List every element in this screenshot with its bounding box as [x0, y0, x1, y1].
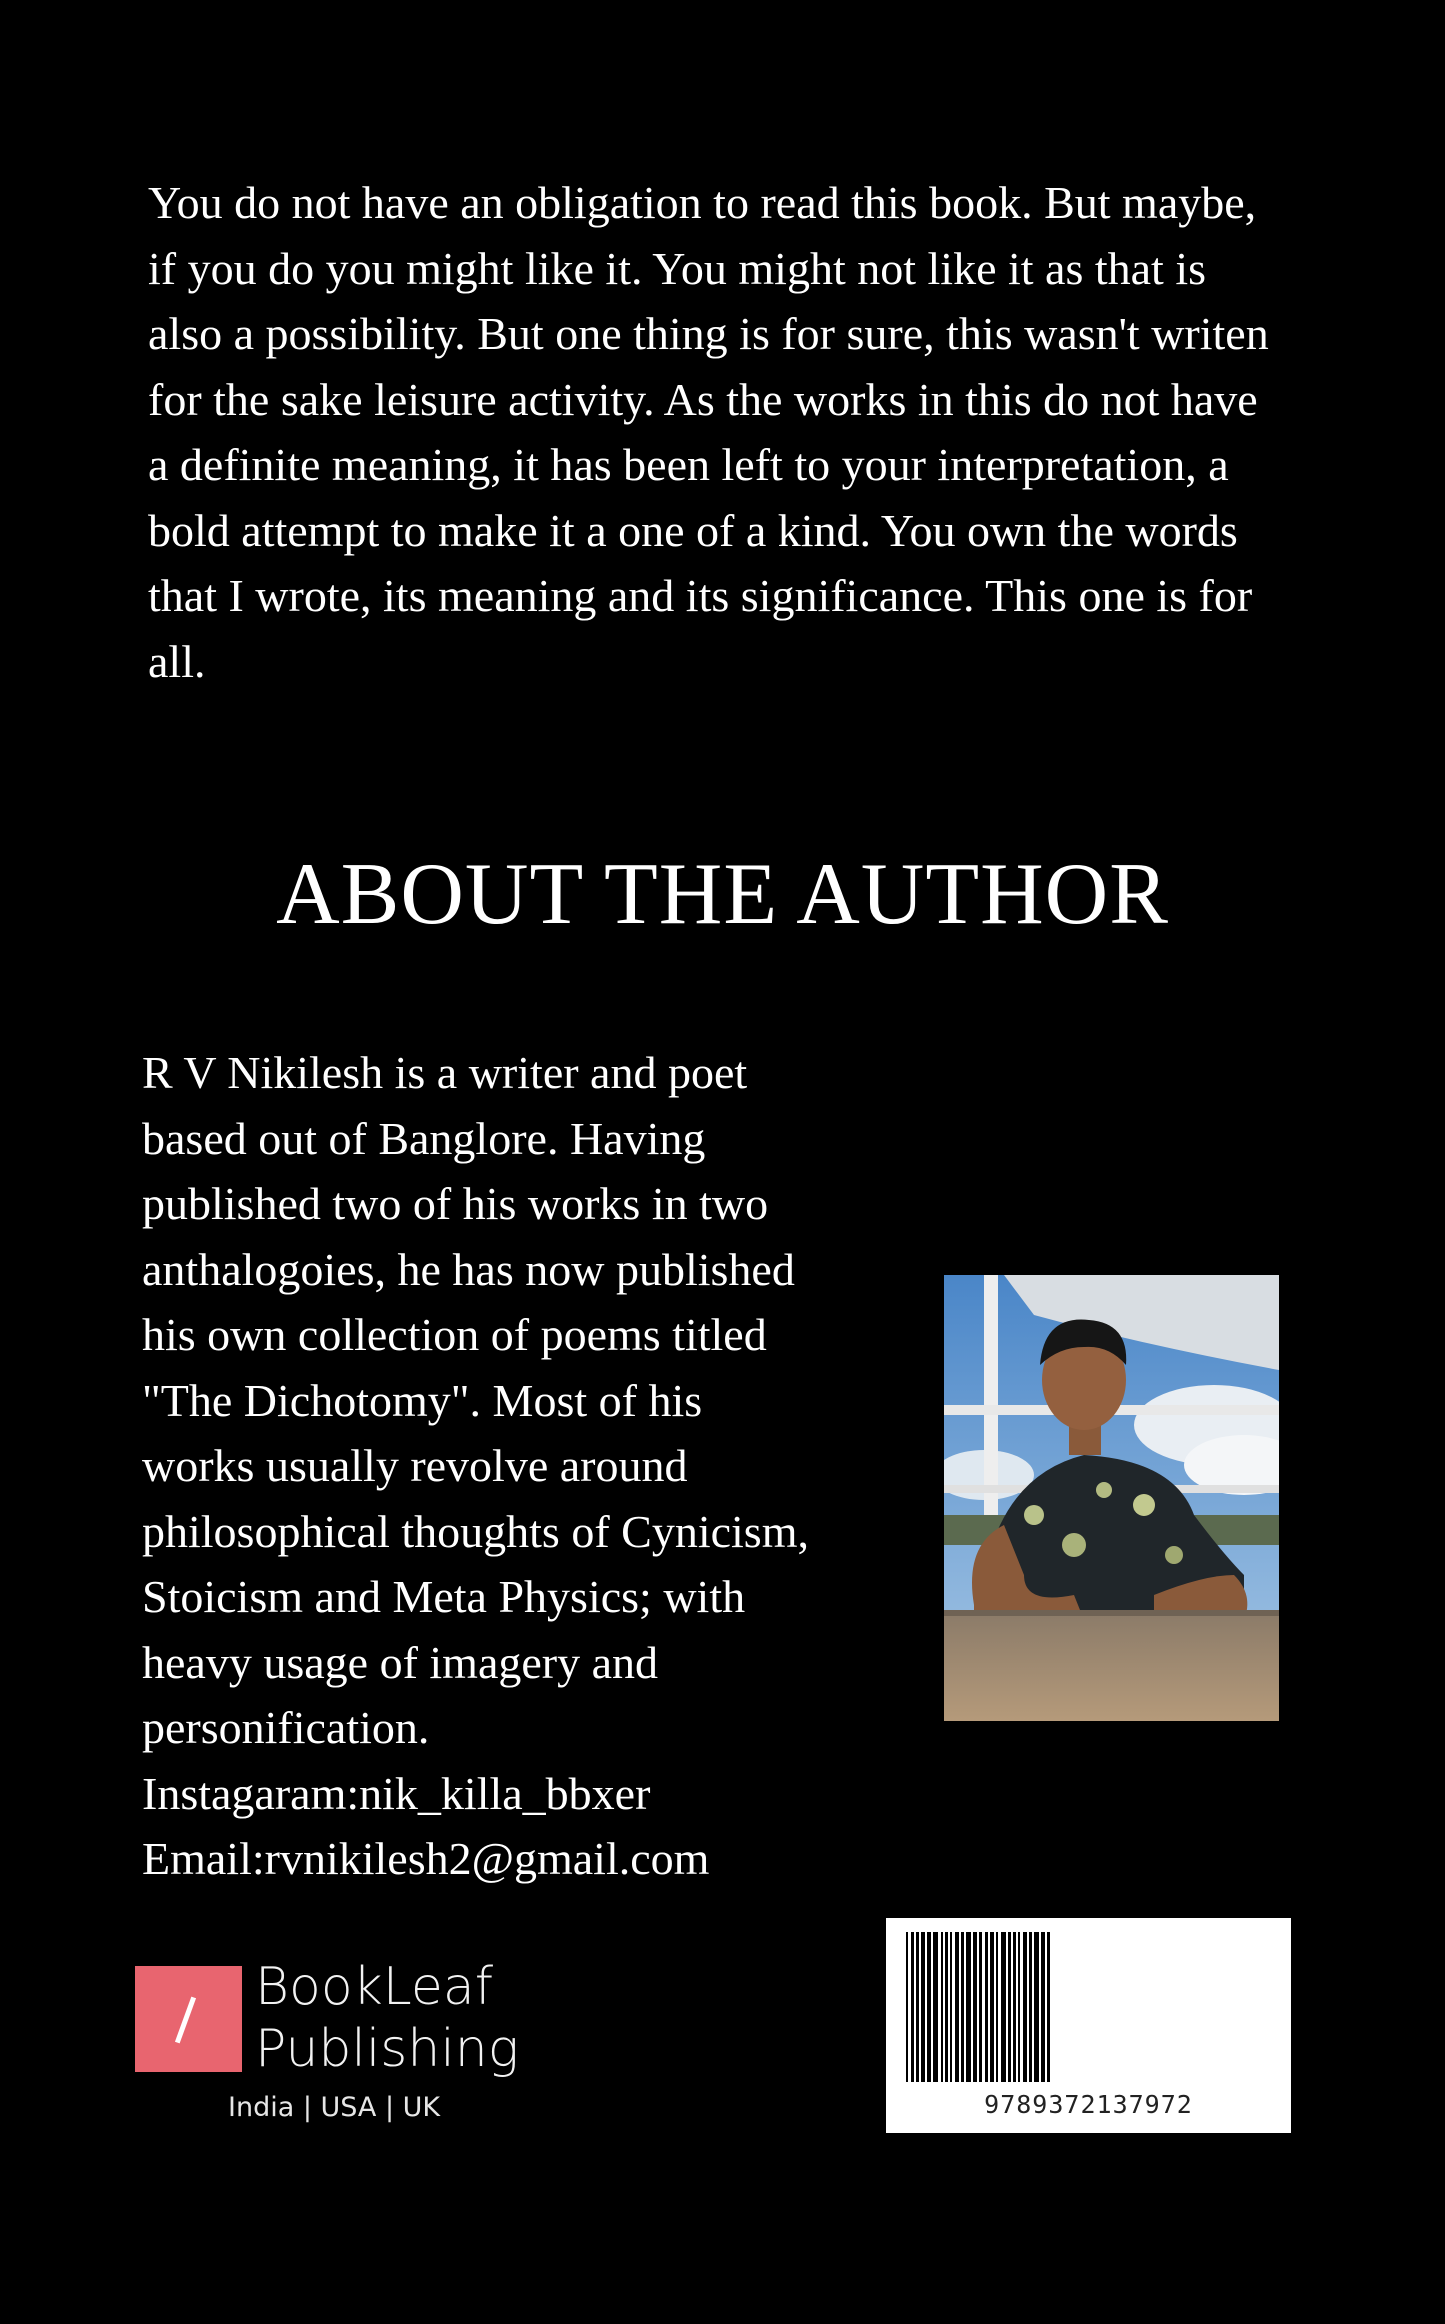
barcode-bar — [1018, 1932, 1020, 2082]
barcode-bar — [906, 1932, 908, 2082]
barcode-bar — [916, 1932, 919, 2082]
bio-line: philosophical thoughts of Cynicism, — [142, 1505, 809, 1557]
bio-line: works usually revolve around — [142, 1440, 688, 1491]
barcode-bar — [973, 1932, 977, 2082]
barcode-bar — [990, 1932, 994, 2082]
barcode-bar — [966, 1932, 971, 2082]
barcode-bar — [1008, 1932, 1011, 2082]
author-photo — [944, 1275, 1279, 1721]
barcode-bar — [911, 1932, 914, 2082]
barcode-bar — [979, 1932, 982, 2082]
barcode-bar — [941, 1932, 943, 2082]
barcode-bar — [985, 1932, 988, 2082]
bio-line: based out of Banglore. Having — [142, 1112, 706, 1164]
bio-line: anthalogoies, he has now published — [142, 1243, 795, 1295]
barcode-bar — [933, 1932, 938, 2082]
about-author-heading: ABOUT THE AUTHOR — [276, 846, 1169, 943]
bio-line: personification. — [142, 1702, 430, 1753]
bio-line: his own collection of poems titled — [142, 1309, 767, 1360]
bio-line: published two of his works in two — [142, 1178, 769, 1229]
back-cover-blurb: You do not have an obligation to read this book. But maybe, if you do you might like it. You might not like it as that is also a possibility. But one thing is for sure, this wasn't writen for the sake leisure activity. As the works in this do not have a definite meaning, it has been left to your interpretation, a bold attempt to make it a one of a kind. You own the words that I wrote, its meaning and its significance. This one is for all. — [148, 177, 1269, 687]
barcode-bar — [921, 1932, 925, 2082]
publisher-name — [255, 1956, 519, 2080]
publisher-regions: India | USA | UK — [228, 2092, 441, 2123]
publisher-logo — [135, 1957, 555, 2142]
barcode-bar — [927, 1932, 931, 2082]
bio-line: heavy usage of imagery and — [142, 1636, 659, 1688]
barcode-bar — [1001, 1932, 1006, 2082]
publisher-name-line1: BookLeaf — [255, 1957, 494, 2017]
barcode-bar — [996, 1932, 998, 2082]
bookleaf-logo-icon — [135, 1966, 242, 2072]
isbn-barcode — [886, 1918, 1291, 2133]
bio-line: "The Dichotomy". Most of his — [142, 1374, 703, 1426]
barcode-bar — [945, 1932, 948, 2082]
barcode-bar — [961, 1932, 964, 2082]
barcode-bar — [950, 1932, 952, 2082]
barcode-bar — [1047, 1932, 1050, 2082]
bio-line: Stoicism and Meta Physics; with — [142, 1571, 746, 1622]
author-instagram: Instagaram:nik_killa_bbxer — [142, 1767, 651, 1819]
barcode-icon — [904, 1932, 1273, 2082]
author-email: Email:rvnikilesh2@gmail.com — [142, 1833, 710, 1884]
bio-line: R V Nikilesh is a writer and poet — [142, 1047, 748, 1098]
barcode-bar — [1034, 1932, 1039, 2082]
barcode-bar — [1013, 1932, 1016, 2082]
barcode-bar — [1041, 1932, 1045, 2082]
barcode-bar — [955, 1932, 959, 2082]
publisher-name-line2: Publishing — [255, 2019, 519, 2079]
barcode-bar — [1023, 1932, 1027, 2082]
isbn-number: 9789372137972 — [984, 2090, 1193, 2119]
author-bio — [142, 1040, 922, 1892]
barcode-bar — [1029, 1932, 1032, 2082]
